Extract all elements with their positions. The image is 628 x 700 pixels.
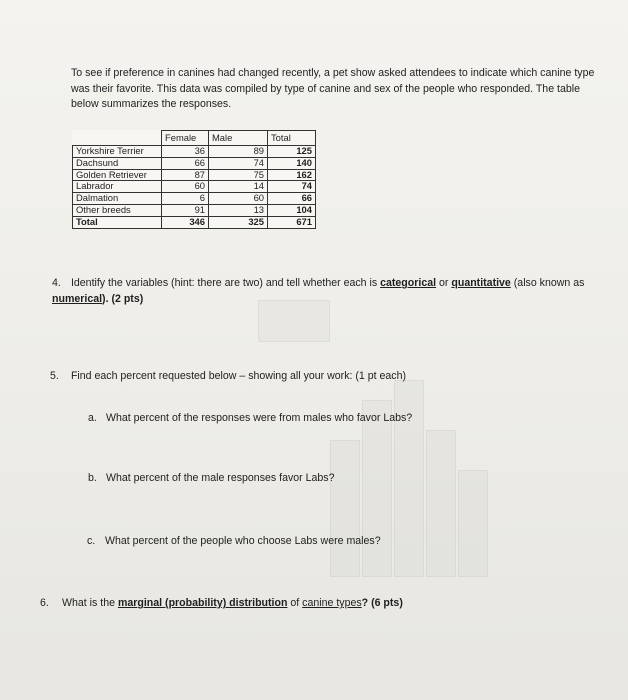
column-header-female: Female: [162, 131, 209, 146]
table-row: [73, 181, 316, 193]
female-cell: 87: [162, 169, 209, 181]
bleed-through-bar: [426, 430, 456, 577]
female-cell: 36: [162, 146, 209, 158]
term-canine-types: canine types: [302, 597, 362, 609]
female-cell: 6: [162, 193, 209, 205]
sub-question-letter: a.: [88, 412, 97, 424]
question-text-part: of: [287, 597, 303, 609]
question-4: [52, 276, 602, 307]
sub-question-text: What percent of the responses were from males who favor Labs?: [106, 412, 413, 424]
question-5b: [88, 471, 588, 487]
term-categorical: categorical: [380, 277, 437, 289]
female-cell: 91: [162, 204, 209, 216]
term-marginal-distribution: marginal (probability) distribution: [117, 597, 288, 609]
table-total-row: [73, 216, 316, 228]
total-cell: 66: [268, 193, 316, 205]
row-label: Total: [73, 216, 162, 228]
female-cell: 66: [162, 157, 209, 169]
intro-paragraph: To see if preference in canines had changed recently, a pet show asked attendees to indicate which canine type was their favorite. This data was compiled by type of canine and sex of the people who responded. The table below summarizes the responses.: [71, 67, 595, 110]
question-text-part: What is the: [62, 597, 118, 609]
total-cell: 104: [268, 204, 316, 216]
total-cell: 125: [268, 146, 316, 158]
bleed-through-bar: [362, 400, 392, 577]
question-5a: [88, 411, 588, 427]
question-text-part: (also known as: [510, 277, 585, 289]
total-cell: 140: [268, 157, 316, 169]
column-header-male: Male: [209, 131, 268, 146]
sub-question-text: What percent of the people who choose Labs were males?: [105, 535, 381, 547]
column-header-total: Total: [268, 131, 316, 146]
table-row: [73, 146, 316, 158]
question-number: 4.: [52, 277, 61, 289]
female-cell: 60: [162, 181, 209, 193]
question-5: [50, 369, 600, 385]
row-label: Dachsund: [73, 157, 162, 169]
canine-preference-table: [72, 130, 316, 229]
total-cell: 162: [268, 169, 316, 181]
sub-question-letter: b.: [88, 472, 97, 484]
female-cell: 346: [162, 216, 209, 228]
question-text: Find each percent requested below – showing all your work: (1 pt each): [70, 370, 407, 382]
male-cell: 89: [209, 146, 268, 158]
row-label: Golden Retriever: [73, 169, 162, 181]
male-cell: 14: [209, 181, 268, 193]
male-cell: 75: [209, 169, 268, 181]
question-text-part: Identify the variables (hint: there are two) and tell whether each is: [70, 277, 381, 289]
question-5c: [87, 534, 587, 550]
sub-question-text: What percent of the male responses favor Labs?: [106, 472, 335, 484]
term-numerical: numerical: [52, 292, 103, 305]
bleed-through-bar: [330, 440, 360, 577]
question-text: [52, 277, 584, 305]
table-header-row: [73, 131, 316, 146]
table-row: [73, 169, 316, 181]
table-row: [73, 157, 316, 169]
row-label: Labrador: [73, 181, 162, 193]
table-row: [73, 193, 316, 205]
table-row: [73, 204, 316, 216]
total-cell: 671: [268, 216, 316, 228]
question-number: 5.: [50, 370, 59, 382]
male-cell: 74: [209, 157, 268, 169]
question-number: 6.: [40, 597, 49, 609]
sub-question-letter: c.: [87, 535, 96, 547]
question-6: [40, 596, 600, 612]
question-points: ? (6 pts): [361, 597, 403, 609]
total-cell: 74: [268, 181, 316, 193]
male-cell: 325: [209, 216, 268, 228]
row-label: Dalmation: [73, 193, 162, 205]
term-quantitative: quantitative: [451, 277, 511, 289]
row-label: Other breeds: [73, 204, 162, 216]
table-corner-cell: [73, 131, 162, 146]
row-label: Yorkshire Terrier: [73, 146, 162, 158]
male-cell: 13: [209, 204, 268, 216]
male-cell: 60: [209, 193, 268, 205]
question-points: ). (2 pts): [102, 292, 144, 305]
question-text-part: or: [436, 277, 452, 289]
